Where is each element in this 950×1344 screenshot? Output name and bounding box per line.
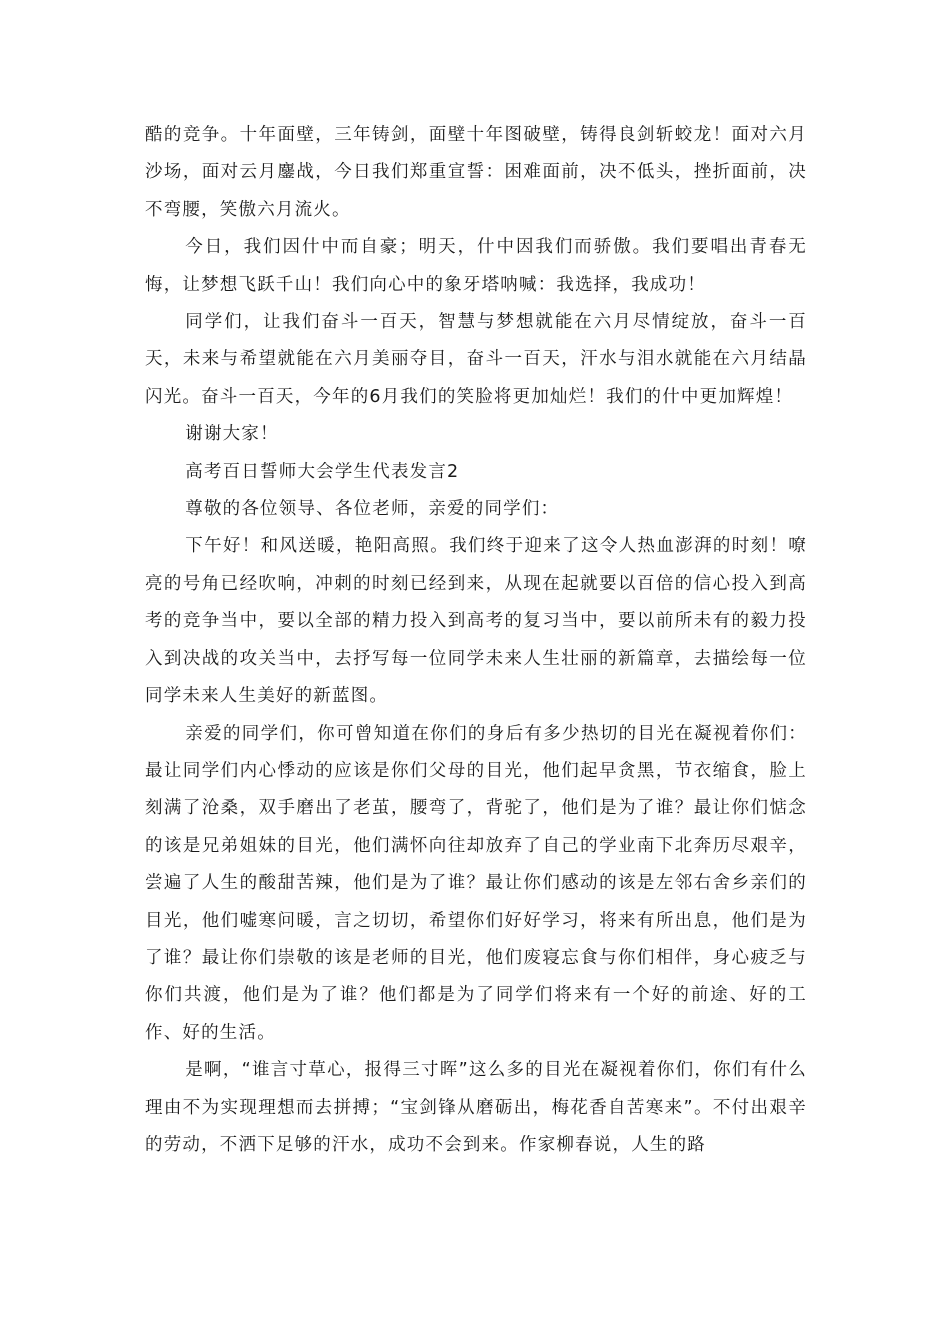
paragraph-9: 是啊，“谁言寸草心，报得三寸晖”这么多的目光在凝视着你们，你们有什么理由不为实现理想而去拼搏；“宝剑锋从磨砺出，梅花香自苦寒来”。不付出艰辛的劳动，不洒下足够的汗水，成功不会到来。作家柳春说，人生的路 [145, 1060, 807, 1155]
paragraph-7: 下午好！和风送暖，艳阳高照。我们终于迎来了这令人热血澎湃的时刻！嘹亮的号角已经吹响，冲刺的时刻已经到来，从现在起就要以百倍的信心投入到高考的竞争当中，要以全部的精力投入到高考的复习当中，要以前所未有的毅力投入到决战的攻关当中，去抒写每一位同学未来人生壮丽的新篇章，去描绘每一位同学未来人生美好的新蓝图。 [145, 536, 807, 707]
paragraph-4: 谢谢大家！ [185, 424, 279, 445]
paragraph-1: 酷的竞争。十年面壁，三年铸剑，面壁十年图破壁，铸得良剑斩蛟龙！面对六月沙场，面对云月鏖战，今日我们郑重宣誓：困难面前，决不低头，挫折面前，决不弯腰，笑傲六月流火。 [145, 125, 807, 220]
paragraph-2: 今日，我们因什中而自豪；明天，什中因我们而骄傲。我们要唱出青春无悔，让梦想飞跃千山！我们向心中的象牙塔呐喊：我选择，我成功！ [145, 237, 807, 295]
section-title: 高考百日誓师大会学生代表发言2 [185, 461, 460, 482]
document-page [145, 117, 807, 1164]
paragraph-8: 亲爱的同学们，你可曾知道在你们的身后有多少热切的目光在凝视着你们：最让同学们内心悸动的应该是你们父母的目光，他们起早贪黑，节衣缩食，脸上刻满了沧桑，双手磨出了老茧，腰弯了，背驼了，他们是为了谁？最让你们惦念的该是兄弟姐妹的目光，他们满怀向往却放弃了自己的学业南下北奔历尽艰辛，尝遍了人生的酸甜苦辣，他们是为了谁？最让你们感动的该是左邻右舍乡亲们的目光，他们嘘寒问暖，言之切切，希望你们好好学习，将来有所出息，他们是为了谁？最让你们崇敬的该是老师的目光，他们废寝忘食与你们相伴，身心疲乏与你们共渡，他们是为了谁？他们都是为了同学们将来有一个好的前途、好的工作、好的生活。 [145, 723, 807, 1043]
salutation: 尊敬的各位领导、各位老师，亲爱的同学们： [185, 499, 560, 520]
paragraph-3: 同学们，让我们奋斗一百天，智慧与梦想就能在六月尽情绽放，奋斗一百天，未来与希望就能在六月美丽夺目，奋斗一百天，汗水与泪水就能在六月结晶闪光。奋斗一百天，今年的6月我们的笑脸将更加灿烂！我们的什中更加辉煌！ [145, 312, 807, 407]
